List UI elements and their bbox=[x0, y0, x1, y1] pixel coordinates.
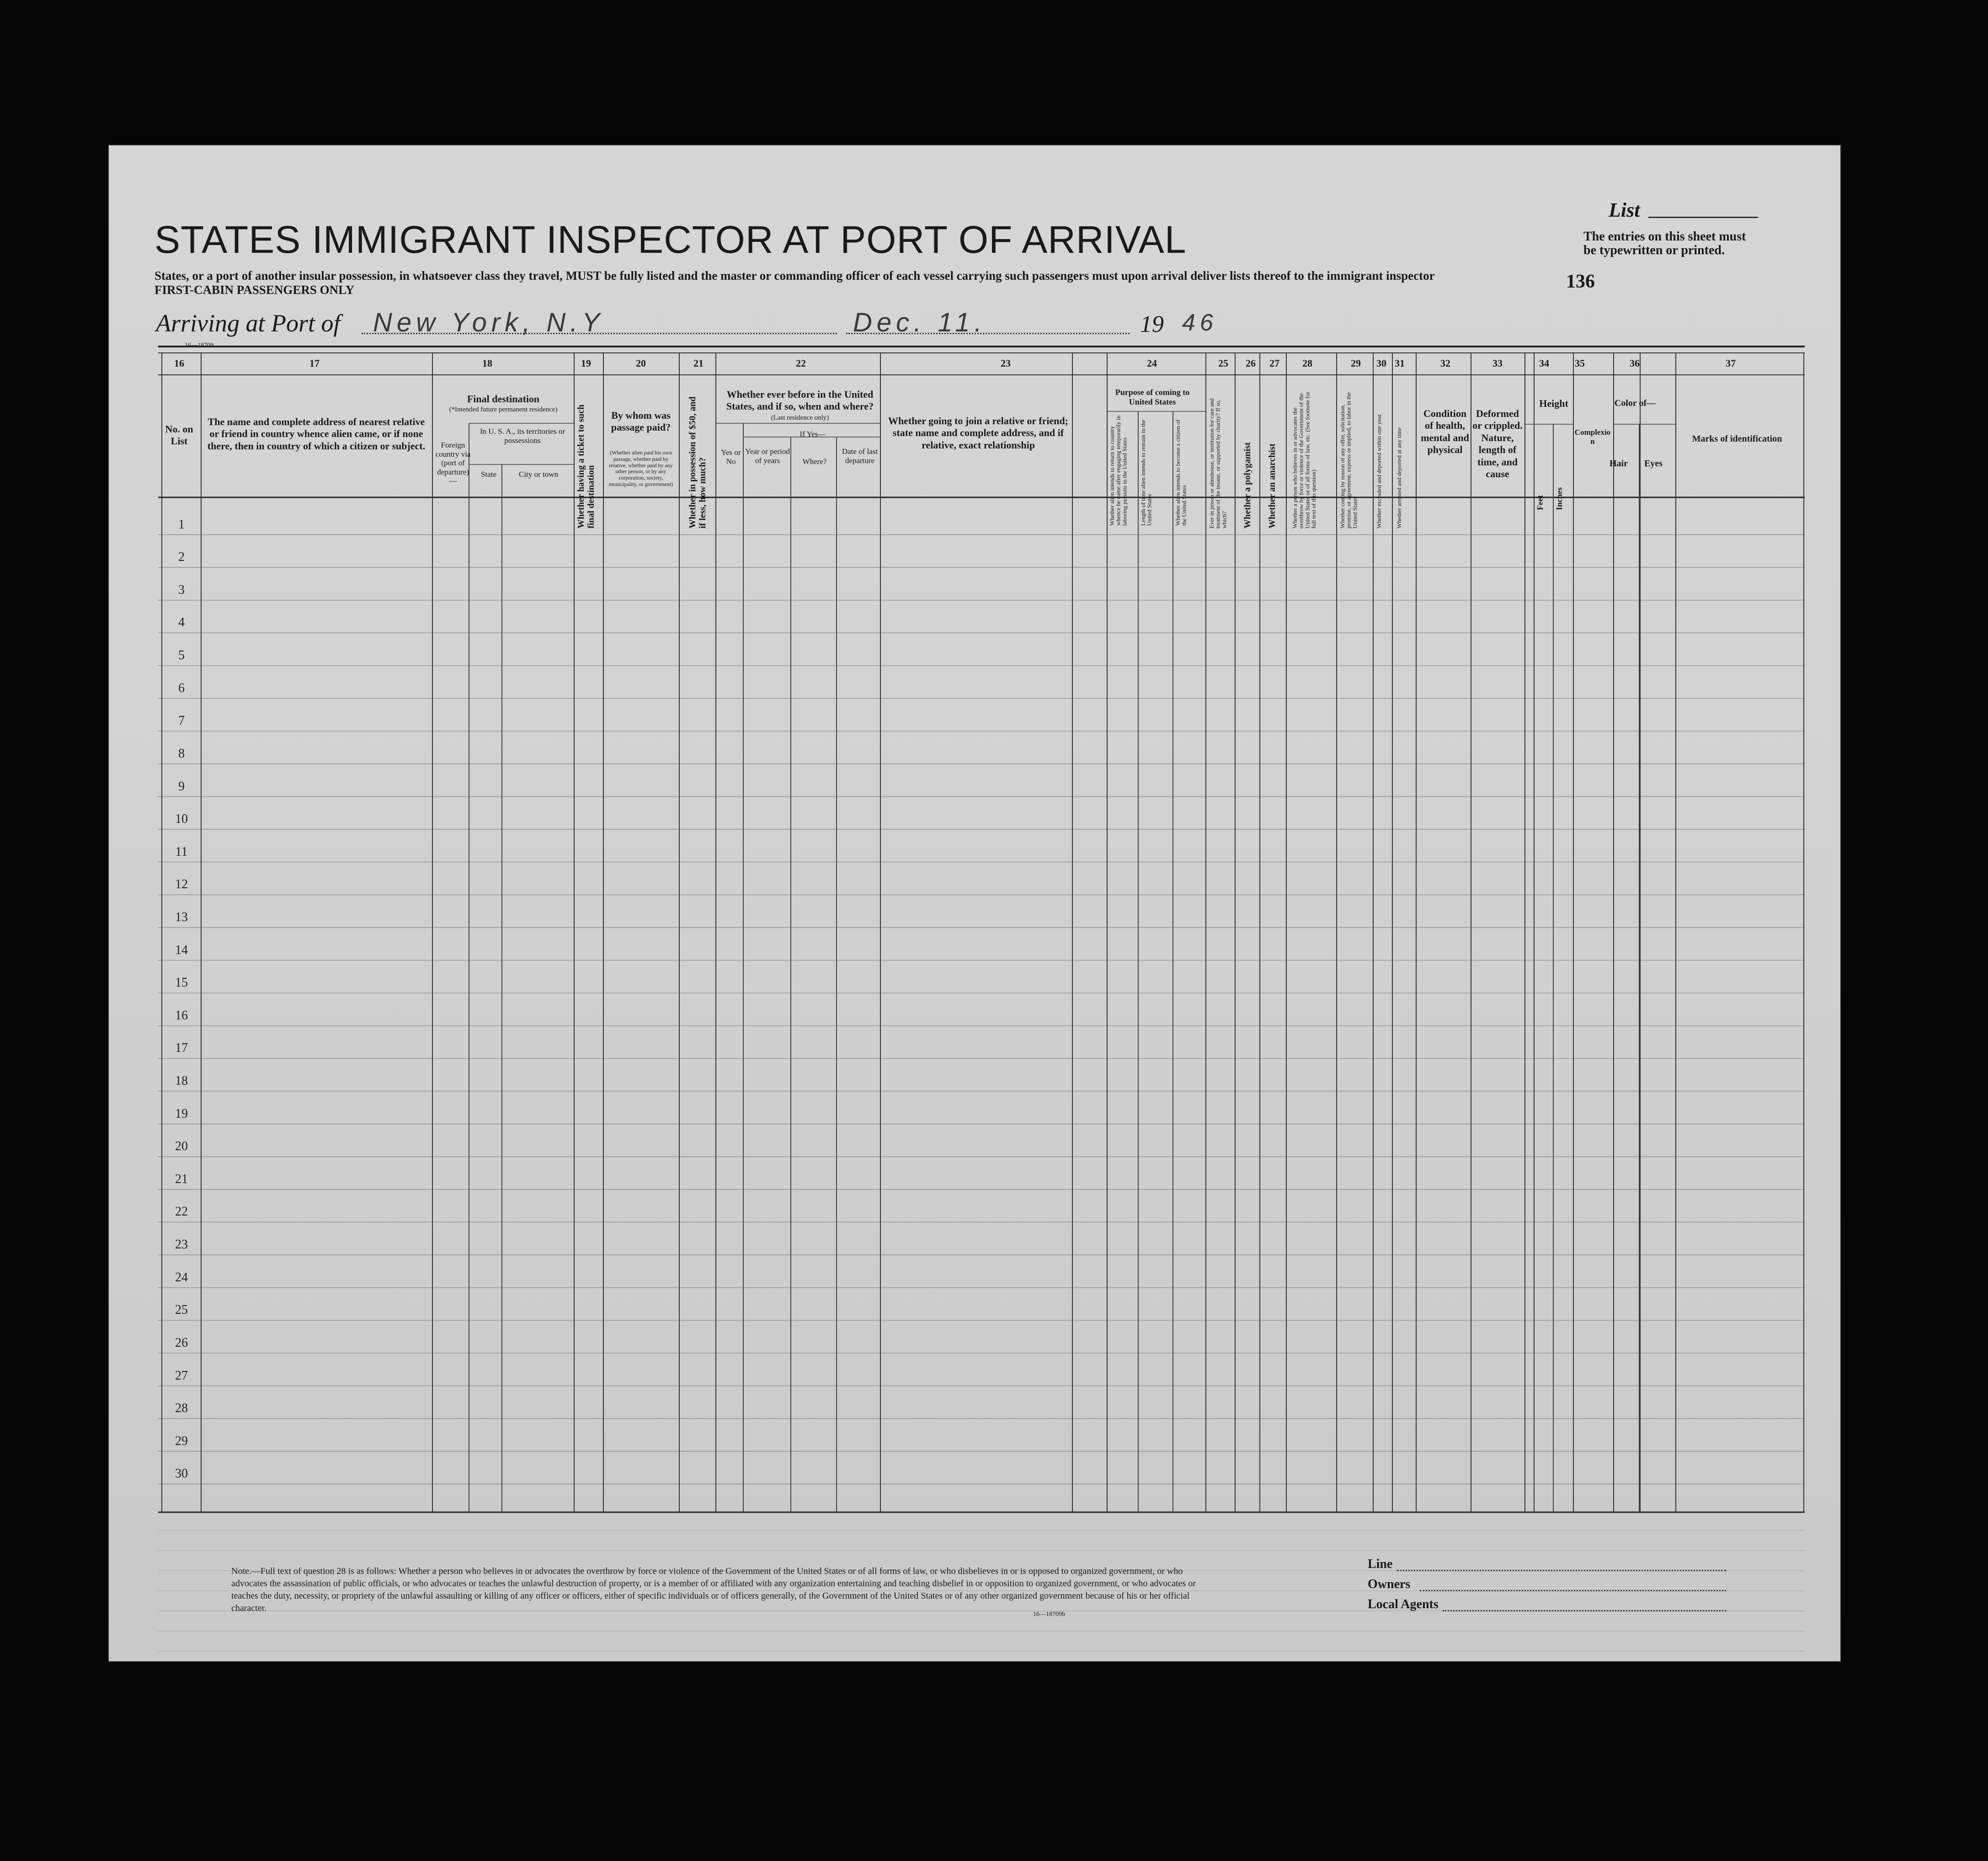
col-header-color-of: Color of— bbox=[1614, 398, 1656, 408]
col-header-join-relative: Whether going to join a relative or friend; state name and complete address, and if relative, exact relationship bbox=[888, 415, 1069, 451]
col-header-purpose-citizen: Whether alien intends to become a citizen of the United States bbox=[1174, 419, 1188, 526]
row-number: 24 bbox=[175, 1270, 188, 1285]
col-header-excluded-deported: Whether excluded and deported within one year bbox=[1375, 414, 1382, 528]
footnote-code: 16—18709b bbox=[1033, 1611, 1065, 1618]
col-no-30: 30 bbox=[1376, 357, 1386, 369]
row-number: 19 bbox=[175, 1106, 188, 1121]
local-agents-label: Local Agents bbox=[1368, 1597, 1439, 1611]
year-printed: 19 bbox=[1140, 311, 1164, 337]
row-number: 17 bbox=[175, 1041, 188, 1056]
col-header-relative: The name and complete address of nearest relative or friend in country whence alien came, or if none there, then in country of which a citizen or subject. bbox=[207, 416, 426, 452]
row-number: 7 bbox=[178, 714, 185, 728]
col-no-16: 16 bbox=[174, 357, 184, 369]
col-header-overthrow: Whether a person who believes in or advocates the overthrow by force or violence of the Government of the United States or of all forms of law, etc. (See footnote for full text of this question) bbox=[1291, 391, 1317, 528]
col-header-purpose: Purpose of coming to United States bbox=[1115, 388, 1190, 406]
col-header-final-destination-note: (*Intended future permanent residence) bbox=[449, 406, 558, 413]
port-value: New York, N.Y bbox=[373, 308, 605, 337]
col-header-polygamist: Whether a polygamist bbox=[1242, 442, 1252, 528]
row-number: 30 bbox=[175, 1466, 188, 1481]
row-number: 4 bbox=[178, 615, 185, 630]
row-number: 18 bbox=[175, 1074, 188, 1088]
col-header-final-destination: Final destination bbox=[467, 393, 540, 405]
row-number: 13 bbox=[175, 910, 188, 924]
form-title: STATES IMMIGRANT INSPECTOR AT PORT OF ARRIVAL bbox=[155, 218, 1187, 261]
row-number: 11 bbox=[175, 844, 188, 859]
row-number: 25 bbox=[175, 1303, 188, 1317]
col-no-24: 24 bbox=[1147, 357, 1157, 369]
col-header-hair: Hair bbox=[1610, 459, 1628, 469]
col-header-marks: Marks of identification bbox=[1692, 434, 1782, 444]
col-no-25: 25 bbox=[1218, 357, 1228, 369]
row-number: 20 bbox=[175, 1139, 188, 1154]
col-header-yes-or-no: Yes or No bbox=[721, 448, 741, 466]
col-header-ever-before-note: (Last residence only) bbox=[771, 414, 829, 421]
form-subtitle: States, or a port of another insular possession, in whatsoever class they travel, MUST be fully listed and the master or commanding officer of each vessel carrying such passengers must upon arrival deliver lists thereof to the immigrant inspector bbox=[155, 269, 1435, 283]
col-header-health: Condition of health, mental and physical bbox=[1421, 408, 1469, 456]
col-header-anarchist: Whether an anarchist bbox=[1267, 443, 1277, 528]
col-header-where: Where? bbox=[802, 457, 827, 466]
form-code: 16—18709 bbox=[185, 342, 213, 349]
col-header-year-period: Year or period of years bbox=[745, 447, 790, 465]
instructions-line1: The entries on this sheet must bbox=[1583, 229, 1746, 244]
form-passenger-class: FIRST-CABIN PASSENGERS ONLY bbox=[155, 283, 355, 297]
col-no-35: 35 bbox=[1575, 357, 1585, 369]
col-header-in-usa: In U. S. A., its territories or possessions bbox=[480, 427, 565, 445]
row-number: 14 bbox=[175, 943, 188, 957]
col-header-complexion: Complexion bbox=[1574, 428, 1611, 446]
col-no-29: 29 bbox=[1351, 357, 1361, 369]
col-no-33: 33 bbox=[1492, 357, 1503, 369]
col-no-23: 23 bbox=[1001, 357, 1011, 369]
col-header-eyes: Eyes bbox=[1644, 459, 1663, 469]
col-header-no-on-list: No. on List bbox=[165, 423, 193, 447]
manifest-sheet bbox=[108, 144, 1841, 1662]
col-header-ever-before-us: Whether ever before in the United States, and if so, when and where? bbox=[726, 389, 874, 412]
col-header-last-departure: Date of last departure bbox=[842, 447, 878, 465]
col-header-height: Height bbox=[1539, 398, 1568, 409]
col-header-purpose-length: Length of time alien intends to remain in the United States bbox=[1140, 420, 1153, 526]
col-no-20: 20 bbox=[636, 357, 646, 369]
col-no-28: 28 bbox=[1302, 357, 1312, 369]
row-number: 1 bbox=[178, 517, 185, 532]
col-header-possession-50: Whether in possession of $50, and if less, how much? bbox=[688, 396, 708, 528]
footnote-question-28: Note.—Full text of question 28 is as follows: Whether a person who believes in or advocates the overthrow by force or violence of the Government of the United States or of all forms of law, or who disbelieves in or is opposed to organized government, or who advocates the assassination of public officials, or who advocates or teaches the unlawful destruction of property, or is a member of or affiliated with any organization entertaining and teaching disbelief in or opposition to organized government, or who advocates or teaches the duty, necessity, or propriety of the unlawful assaulting or killing of any officer or officers, either of specific individuals or of officers generally, of the Government of the United States or of any other organized government because of his or her official character. bbox=[231, 1566, 1196, 1613]
col-no-19: 19 bbox=[581, 357, 591, 369]
col-header-city-or-town: City or town bbox=[519, 470, 558, 479]
col-no-21: 21 bbox=[693, 357, 704, 369]
col-header-state: State bbox=[481, 470, 496, 479]
year-written: 46 bbox=[1182, 309, 1218, 336]
col-no-36: 36 bbox=[1630, 357, 1640, 369]
row-number: 23 bbox=[175, 1237, 188, 1252]
col-no-22: 22 bbox=[796, 357, 806, 369]
col-no-32: 32 bbox=[1440, 357, 1450, 369]
row-number: 10 bbox=[175, 812, 188, 827]
row-number: 29 bbox=[175, 1434, 188, 1448]
row-number: 3 bbox=[178, 582, 185, 597]
row-number: 21 bbox=[175, 1172, 188, 1186]
col-header-passage-paid-note: (Whether alien paid his own passage, whether paid by relative, whether paid by any other person, or by any corporation, society, municipality, or government) bbox=[608, 449, 673, 487]
col-header-if-yes: If Yes— bbox=[799, 430, 826, 438]
col-no-26: 26 bbox=[1246, 357, 1256, 369]
col-header-purpose-return: Whether alien intends to return to country whence he came after engaging temporarily in laboring pursuits in the United States bbox=[1109, 415, 1128, 526]
row-number: 5 bbox=[178, 648, 185, 663]
col-header-arrested-deported: Whether arrested and deported at any time bbox=[1396, 427, 1402, 528]
row-number: 9 bbox=[178, 779, 185, 794]
row-number: 15 bbox=[175, 976, 188, 990]
col-no-18: 18 bbox=[482, 357, 492, 369]
row-number: 22 bbox=[175, 1205, 188, 1219]
col-header-inches: Inches bbox=[1555, 487, 1564, 510]
col-no-37: 37 bbox=[1726, 357, 1736, 369]
list-label: List bbox=[1609, 199, 1640, 221]
col-header-ticket: Whether having a ticket to such final destination bbox=[576, 404, 596, 528]
row-number: 6 bbox=[178, 681, 185, 695]
owners-label: Owners bbox=[1368, 1577, 1411, 1591]
row-number: 12 bbox=[175, 877, 188, 892]
col-header-feet: Feet bbox=[1535, 495, 1545, 510]
list-number: 136 bbox=[1566, 271, 1595, 292]
row-number: 27 bbox=[175, 1368, 188, 1383]
row-number: 16 bbox=[175, 1008, 188, 1023]
col-no-34: 34 bbox=[1539, 357, 1549, 369]
date-value: Dec. 11. bbox=[853, 308, 986, 337]
col-header-deformed: Deformed or crippled. Nature, length of time, and cause bbox=[1472, 408, 1523, 480]
line-label: Line bbox=[1368, 1557, 1393, 1571]
owners-field bbox=[1420, 1590, 1726, 1591]
col-no-27: 27 bbox=[1269, 357, 1279, 369]
col-header-prison: Ever in prison or almshouse, or institution for care and treatment of the insane, or supported by charity? If so, which? bbox=[1208, 398, 1228, 528]
col-no-31: 31 bbox=[1395, 357, 1405, 369]
row-number: 28 bbox=[175, 1401, 188, 1416]
col-header-foreign-country: Foreign country via (port of departure)— bbox=[435, 441, 471, 485]
table-grid bbox=[108, 144, 1841, 1662]
col-header-labor-offer: Whether coming by reason of any offer, solicitation, promise, or agreement, express or implied, to labor in the United States bbox=[1339, 392, 1359, 528]
line-field bbox=[1397, 1570, 1726, 1571]
local-agents-field bbox=[1443, 1610, 1726, 1611]
row-number: 8 bbox=[178, 746, 185, 761]
col-no-17: 17 bbox=[309, 357, 320, 369]
instructions-line2: be typewritten or printed. bbox=[1583, 243, 1725, 257]
row-number: 26 bbox=[175, 1335, 188, 1350]
col-header-passage-paid: By whom was passage paid? bbox=[611, 410, 671, 433]
row-number: 2 bbox=[178, 550, 185, 565]
arriving-at-port-label: Arriving at Port of bbox=[156, 309, 341, 337]
